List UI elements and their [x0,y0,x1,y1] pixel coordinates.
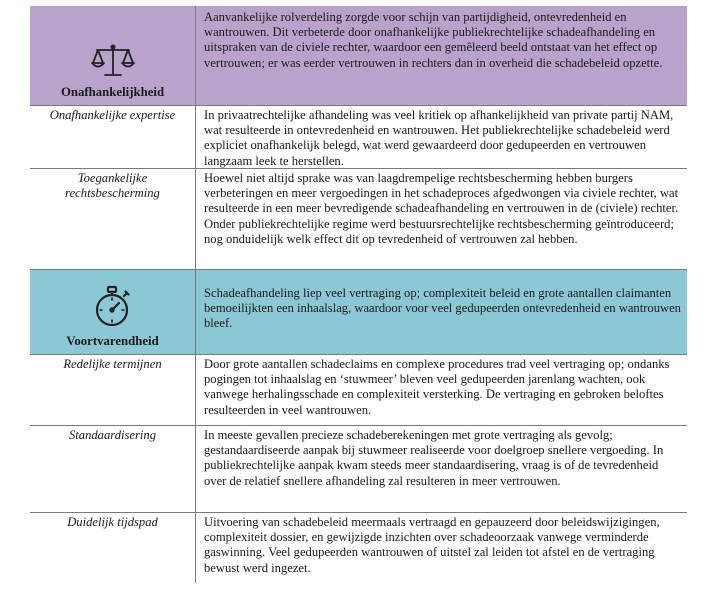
theme-title: Onafhankelijkheid [60,84,165,99]
criterion-label: Standaardisering [30,426,196,512]
criterion-row [30,513,687,583]
theme-cell [30,6,196,105]
criterion-row [30,426,687,513]
theme-cell [30,270,196,354]
assessment-table [30,6,687,583]
criterion-text: Uitvoering van schadebeleid meermaals vertraagd en gepauzeerd door beleidswijzigingen, complexiteit dossier, en gewijzigde inzichten over schadeoorzaak vanwege verminderde gaswinning. Veel gedupeerden wantrouwen of uitstel zal leiden tot afstel en de vertraging bewust werd ingezet. [204,515,660,575]
theme-description: Schadeafhandeling liep veel vertraging op; complexiteit beleid en grote aantallen claimanten bemoeilijkten een inhaalslag, waardoor voor veel gedupeerden ontevredenheid en wantrouwen bleef. [204,286,681,331]
scales-icon [91,43,135,79]
stopwatch-icon [92,284,134,328]
criterion-label: Redelijke termijnen [30,355,196,425]
criterion-text: In meeste gevallen precieze schadeberekeningen met grote vertraging als gevolg; gestandaardiseerde aanpak bij stuwmeer realiseerde voor doelgroep snellere vergoeding. In publiekrechtelijke aanpak kwam steeds meer standaardisering, vraag is of de tevredenheid over de relatief snellere afhandeling zal resulteren in meer vertrouwen. [204,428,664,488]
theme-description: Aanvankelijke rolverdeling zorgde voor schijn van partijdigheid, ontevredenheid en wantrouwen. Dit verbeterde door onafhankelijke publiekrechtelijke schadeafhandeling en uitspraken van de civiele rechter, waardoor een gemêleerd beeld ontstaat van het effect op vertrouwen; er was eerder vertrouwen in rechters dan in overheid die schadebeleid opzette. [204,10,663,70]
criterion-text: In privaatrechtelijke afhandeling was veel kritiek op afhankelijkheid van private partij NAM, wat resulteerde in ontevredenheid en wantrouwen. Het publiekrechtelijke schadebeleid werd expliciet onafhankelijk belegd, wat werd gewaardeerd door gedupeerden en vertrouwen langzaam leek te herstellen. [204,108,674,168]
theme-row-onafhankelijkheid [30,6,687,106]
criterion-text: Door grote aantallen schadeclaims en complexe procedures trad veel vertraging op; ondanks pogingen tot inhaalslag en ‘stuwmeer’ bleven veel gedupeerden jarenlang wachten, ook vanwege herhalingsschade en complexiteit versterking. De vertraging en gebroken beloftes resulteerden in veel wantrouwen. [204,357,670,417]
theme-row-voortvarendheid [30,270,687,355]
criterion-label: Duidelijk tijdspad [30,513,196,583]
criterion-label: Toegankelijke rechtsbescherming [30,169,196,269]
theme-title: Voortvarendheid [66,333,159,348]
criterion-label: Onafhankelijke expertise [30,106,196,168]
criterion-row [30,169,687,270]
criterion-row [30,355,687,426]
criterion-row [30,106,687,169]
criterion-text: Hoewel niet altijd sprake was van laagdrempelige rechtsbescherming hebben burgers verbeteringen en meer vergoedingen in het schadeproces afgedwongen via civiele rechter, wat resulteerde in een meer bevredigende schadeafhandeling en vertrouwen in de (civiele) rechter. Onder publiekrechtelijke regime werd bestuursrechtelijke rechtsbescherming geïntroduceerd; nog onduidelijk welk effect dit op tevredenheid of vertrouwen zal hebben. [204,171,679,246]
